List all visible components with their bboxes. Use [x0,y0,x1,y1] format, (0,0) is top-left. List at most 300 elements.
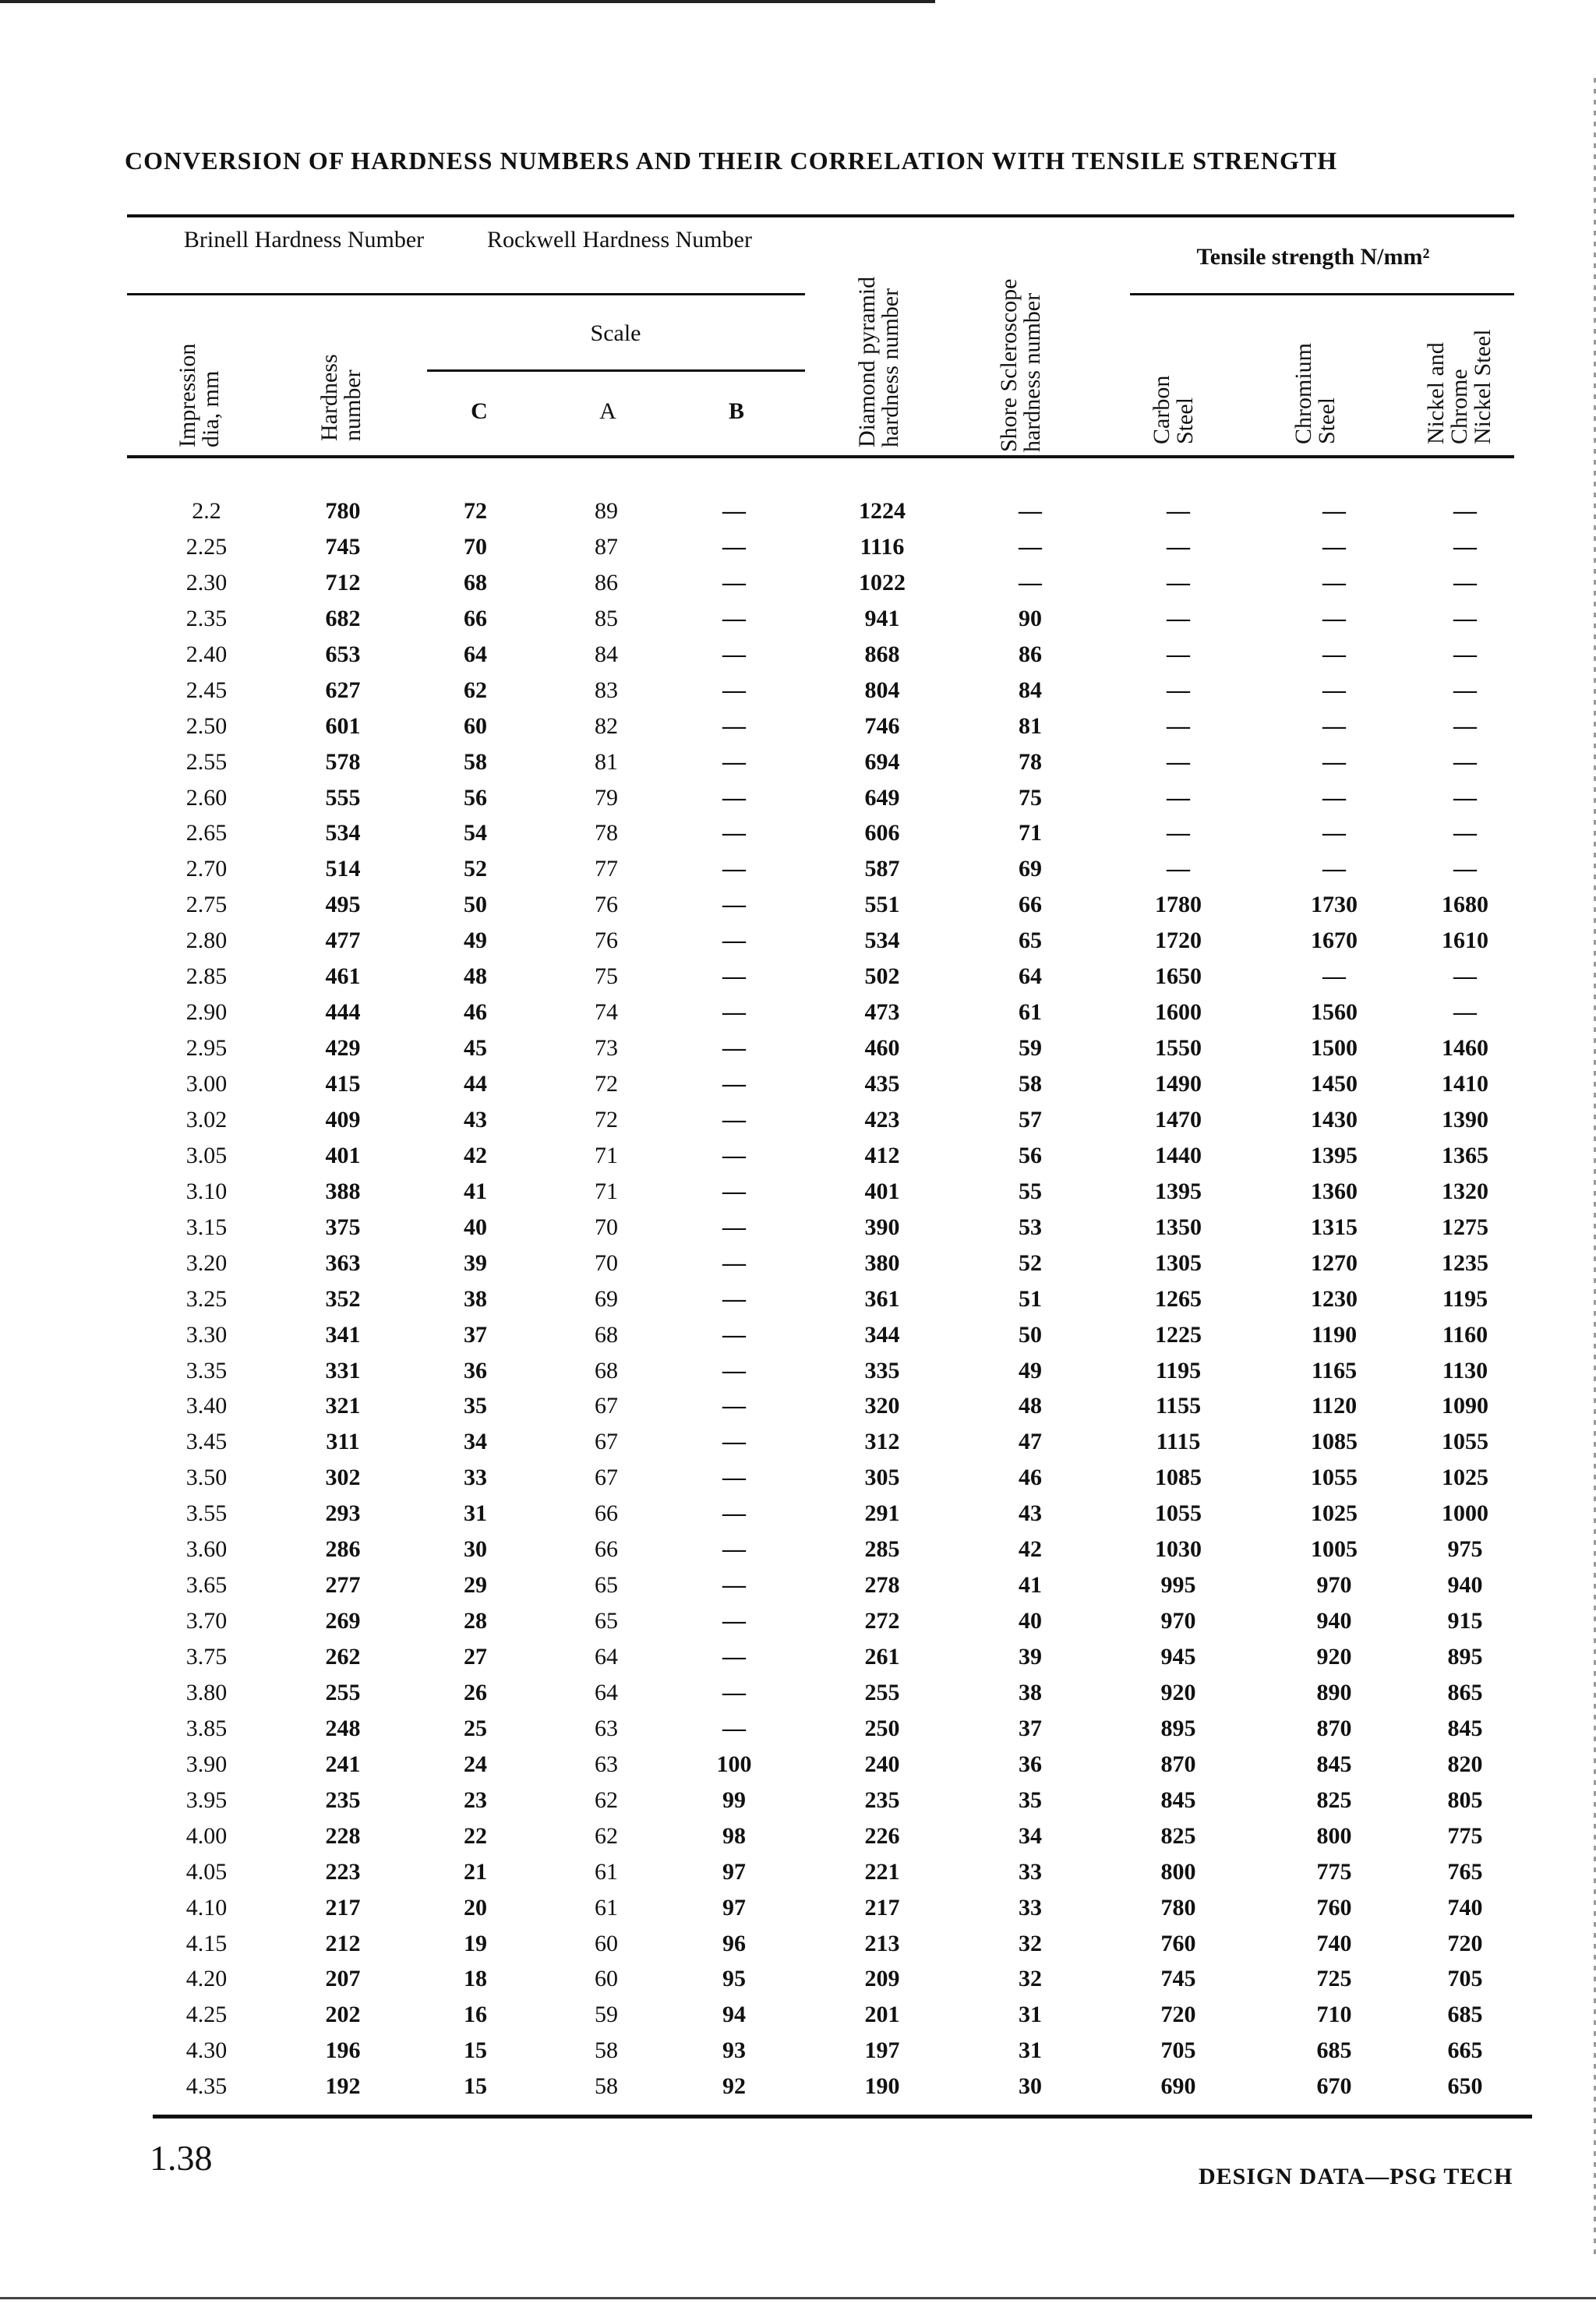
cell-impression-dia: 2.40 [185,641,228,667]
cell-rockwell-b: — [722,498,746,524]
cell-diamond-pyramid: 278 [864,1572,900,1599]
cell-diamond-pyramid: 285 [864,1536,900,1563]
brinell-header: Brinell Hardness Number [183,227,425,253]
cell-rockwell-b: — [722,928,746,954]
table-row [0,1571,1596,1607]
cell-hardness-number: 444 [325,999,361,1026]
cell-nickel-steel: 705 [1447,1966,1483,1992]
cell-shore-scleroscope: 31 [1019,2002,1042,2028]
cell-nickel-steel: 845 [1447,1715,1483,1741]
cell-chromium-steel: — [1322,784,1346,811]
cell-carbon-steel: 920 [1160,1679,1196,1705]
cell-rockwell-c: 58 [464,748,487,775]
cell-diamond-pyramid: 868 [864,641,900,667]
table-row [0,963,1596,998]
cell-impression-dia: 2.75 [185,892,228,918]
table-row [0,1786,1596,1822]
cell-hardness-number: 712 [325,569,361,595]
table-row [0,1285,1596,1321]
cell-hardness-number: 534 [325,820,361,846]
cell-nickel-steel: 865 [1447,1679,1483,1705]
cell-impression-dia: 3.40 [185,1393,228,1419]
cell-rockwell-a: 63 [595,1715,618,1741]
cell-rockwell-c: 36 [464,1357,487,1383]
cell-rockwell-c: 68 [464,569,487,595]
cell-impression-dia: 2.55 [185,748,228,775]
table-row [0,819,1596,855]
hardness-header-line1: Hardness [316,354,342,441]
cell-carbon-steel: 945 [1160,1644,1196,1670]
table-row [0,1392,1596,1428]
cell-diamond-pyramid: 361 [864,1285,900,1312]
cell-impression-dia: 3.05 [185,1142,228,1168]
cell-shore-scleroscope: 50 [1019,1321,1042,1348]
cell-diamond-pyramid: 240 [864,1751,900,1777]
cell-carbon-steel: 1055 [1155,1500,1202,1527]
cell-chromium-steel: 1395 [1311,1142,1358,1168]
table-row [0,1321,1596,1357]
cell-rockwell-c: 31 [464,1500,487,1527]
cell-rockwell-c: 23 [464,1786,487,1813]
cell-shore-scleroscope: 33 [1019,1894,1042,1921]
cell-carbon-steel: — [1167,533,1190,560]
nickel-header-line3: Nickel Steel [1470,329,1495,444]
cell-rockwell-c: 35 [464,1393,487,1419]
cell-hardness-number: 262 [325,1644,361,1670]
footer-text: DESIGN DATA—PSG TECH [1199,2164,1513,2189]
cell-diamond-pyramid: 335 [864,1357,900,1383]
cell-rockwell-c: 24 [464,1751,487,1777]
cell-carbon-steel: 1195 [1155,1357,1202,1383]
cell-hardness-number: 192 [325,2073,361,2100]
cell-chromium-steel: 1270 [1311,1249,1358,1276]
table-row [0,1858,1596,1894]
cell-rockwell-c: 40 [464,1214,487,1240]
cell-shore-scleroscope: 59 [1019,1035,1042,1062]
table-bottom-rule [153,2115,1532,2118]
cell-hardness-number: 745 [325,533,361,560]
cell-impression-dia: 3.55 [185,1500,228,1527]
table-row [0,641,1596,677]
cell-diamond-pyramid: 804 [864,677,900,703]
table-row [0,1034,1596,1070]
cell-carbon-steel: — [1167,820,1190,846]
cell-chromium-steel: 1450 [1311,1071,1358,1097]
cell-diamond-pyramid: 380 [864,1249,900,1276]
cell-rockwell-c: 30 [464,1536,487,1563]
cell-hardness-number: 207 [325,1966,361,1992]
cell-rockwell-c: 41 [464,1178,487,1204]
cell-rockwell-a: 86 [595,569,618,595]
cell-rockwell-a: 76 [595,928,618,954]
cell-hardness-number: 255 [325,1679,361,1705]
cell-carbon-steel: 870 [1160,1751,1196,1777]
tensile-underline [1130,293,1514,295]
cell-rockwell-b: — [722,533,746,560]
cell-rockwell-b: — [722,1071,746,1097]
cell-rockwell-a: 83 [595,677,618,703]
cell-rockwell-a: 67 [595,1393,618,1419]
cell-shore-scleroscope: 55 [1019,1178,1042,1204]
cell-rockwell-a: 59 [595,2002,618,2028]
cell-impression-dia: 3.50 [185,1465,228,1491]
cell-chromium-steel: 710 [1316,2002,1352,2028]
table-row [0,1214,1596,1249]
cell-hardness-number: 409 [325,1106,361,1133]
cell-shore-scleroscope: 47 [1019,1429,1042,1455]
scale-b-header: B [728,398,744,424]
cell-shore-scleroscope: 43 [1019,1500,1042,1527]
cell-diamond-pyramid: 435 [864,1071,900,1097]
cell-impression-dia: 2.45 [185,677,228,703]
cell-carbon-steel: 1490 [1155,1071,1202,1097]
cell-carbon-steel: — [1167,856,1190,882]
diamond-pyramid-header [856,277,902,447]
cell-carbon-steel: — [1167,748,1190,775]
cell-rockwell-c: 45 [464,1035,487,1062]
cell-rockwell-b: 94 [722,2002,746,2028]
cell-nickel-steel: 740 [1447,1894,1483,1921]
cell-rockwell-a: 64 [595,1644,618,1670]
cell-rockwell-b: — [722,712,746,739]
cell-rockwell-b: — [722,1429,746,1455]
cell-hardness-number: 196 [325,2037,361,2064]
cell-carbon-steel: 1600 [1155,999,1202,1026]
hardness-header-line2: number [340,369,365,441]
cell-shore-scleroscope: 56 [1019,1142,1042,1168]
cell-nickel-steel: 1025 [1442,1465,1488,1491]
cell-diamond-pyramid: 606 [864,820,900,846]
cell-rockwell-c: 62 [464,677,487,703]
cell-diamond-pyramid: 502 [864,963,900,990]
scale-header: Scale [590,320,641,346]
cell-shore-scleroscope: 35 [1019,1786,1042,1813]
cell-rockwell-c: 25 [464,1715,487,1741]
cell-rockwell-a: 71 [595,1178,618,1204]
cell-rockwell-c: 34 [464,1429,487,1455]
cell-rockwell-a: 72 [595,1106,618,1133]
cell-carbon-steel: — [1167,605,1190,631]
table-row [0,1715,1596,1751]
cell-hardness-number: 302 [325,1465,361,1491]
cell-rockwell-c: 48 [464,963,487,990]
cell-rockwell-a: 73 [595,1035,618,1062]
cell-hardness-number: 388 [325,1178,361,1204]
cell-rockwell-a: 62 [595,1822,618,1849]
cell-carbon-steel: 825 [1160,1822,1196,1849]
cell-impression-dia: 4.05 [185,1858,228,1885]
cell-nickel-steel: 665 [1447,2037,1483,2064]
cell-chromium-steel: — [1322,856,1346,882]
cell-chromium-steel: 1500 [1311,1035,1358,1062]
cell-shore-scleroscope: 64 [1019,963,1042,990]
cell-carbon-steel: 970 [1160,1608,1196,1634]
cell-carbon-steel: 1115 [1156,1429,1201,1455]
cell-rockwell-a: 71 [595,1142,618,1168]
cell-hardness-number: 286 [325,1536,361,1563]
cell-hardness-number: 228 [325,1822,361,1849]
cell-nickel-steel: 1000 [1442,1500,1488,1527]
cell-hardness-number: 401 [325,1142,361,1168]
cell-impression-dia: 4.35 [185,2073,228,2100]
cell-rockwell-a: 61 [595,1858,618,1885]
cell-nickel-steel: 975 [1447,1536,1483,1563]
cell-hardness-number: 578 [325,748,361,775]
cell-diamond-pyramid: 941 [864,605,900,631]
cell-impression-dia: 2.80 [185,928,228,954]
cell-nickel-steel: 1195 [1442,1285,1488,1312]
cell-hardness-number: 311 [326,1429,360,1455]
cell-nickel-steel: — [1453,569,1477,595]
table-row [0,855,1596,891]
cell-nickel-steel: — [1453,533,1477,560]
cell-rockwell-c: 60 [464,712,487,739]
cell-rockwell-c: 20 [464,1894,487,1921]
cell-chromium-steel: 920 [1316,1644,1352,1670]
table-row [0,1464,1596,1500]
cell-nickel-steel: 915 [1447,1608,1483,1634]
cell-chromium-steel: 1315 [1311,1214,1358,1240]
cell-shore-scleroscope: 52 [1019,1249,1042,1276]
brinell-rockwell-underline [127,293,805,295]
cell-rockwell-b: — [722,1321,746,1348]
cell-rockwell-a: 72 [595,1071,618,1097]
cell-nickel-steel: 1320 [1442,1178,1488,1204]
cell-rockwell-a: 68 [595,1357,618,1383]
chromium-header-line1: Chromium [1291,342,1316,444]
cell-nickel-steel: — [1453,712,1477,739]
cell-rockwell-c: 27 [464,1644,487,1670]
cell-diamond-pyramid: 401 [864,1178,900,1204]
table-row [0,1607,1596,1643]
cell-carbon-steel: 1440 [1155,1142,1202,1168]
cell-chromium-steel: 970 [1316,1572,1352,1599]
cell-nickel-steel: 775 [1447,1822,1483,1849]
cell-rockwell-b: — [722,1106,746,1133]
cell-chromium-steel: 1670 [1311,928,1358,954]
cell-diamond-pyramid: 226 [864,1822,900,1849]
cell-nickel-steel: 1410 [1442,1071,1488,1097]
cell-shore-scleroscope: 33 [1019,1858,1042,1885]
table-row [0,569,1596,605]
cell-hardness-number: 341 [325,1321,361,1348]
cell-chromium-steel: 940 [1316,1608,1352,1634]
cell-carbon-steel: — [1167,712,1190,739]
cell-shore-scleroscope: 53 [1019,1214,1042,1240]
cell-carbon-steel: 845 [1160,1786,1196,1813]
cell-rockwell-b: 100 [716,1751,752,1777]
cell-nickel-steel: 940 [1447,1572,1483,1599]
cell-impression-dia: 2.30 [185,569,228,595]
table-row [0,1965,1596,2001]
table-row [0,1894,1596,1930]
cell-shore-scleroscope: — [1019,569,1042,595]
cell-impression-dia: 3.65 [185,1572,228,1599]
table-row [0,533,1596,569]
cell-rockwell-a: 66 [595,1536,618,1563]
table-row [0,1535,1596,1571]
cell-shore-scleroscope: 42 [1019,1536,1042,1563]
cell-diamond-pyramid: 221 [864,1858,900,1885]
table-top-rule [127,214,1514,217]
chromium-header-line2: Steel [1314,398,1340,444]
cell-rockwell-c: 44 [464,1071,487,1097]
cell-rockwell-a: 60 [595,1966,618,1992]
cell-hardness-number: 363 [325,1249,361,1276]
cell-carbon-steel: — [1167,677,1190,703]
table-row [0,497,1596,533]
cell-impression-dia: 3.45 [185,1429,228,1455]
cell-rockwell-c: 72 [464,498,487,524]
table-row [0,1142,1596,1178]
cell-diamond-pyramid: 312 [864,1429,900,1455]
cell-rockwell-a: 66 [595,1500,618,1527]
cell-rockwell-b: 93 [722,2037,746,2064]
cell-impression-dia: 2.35 [185,605,228,631]
cell-rockwell-a: 67 [595,1465,618,1491]
cell-rockwell-a: 79 [595,784,618,811]
table-row [0,891,1596,927]
cell-impression-dia: 3.85 [185,1715,228,1741]
cell-impression-dia: 3.60 [185,1536,228,1563]
header-bottom-rule [127,455,1514,458]
cell-rockwell-a: 70 [595,1214,618,1240]
cell-carbon-steel: 780 [1160,1894,1196,1921]
cell-rockwell-a: 68 [595,1321,618,1348]
cell-shore-scleroscope: 41 [1019,1572,1042,1599]
hardness-number-header [318,354,365,441]
cell-shore-scleroscope: 40 [1019,1608,1042,1634]
cell-hardness-number: 415 [325,1071,361,1097]
cell-impression-dia: 4.15 [185,1930,228,1956]
cell-hardness-number: 477 [325,928,361,954]
cell-rockwell-b: — [722,963,746,990]
cell-diamond-pyramid: 190 [864,2073,900,2100]
cell-chromium-steel: — [1322,641,1346,667]
cell-diamond-pyramid: 255 [864,1679,900,1705]
cell-hardness-number: 331 [325,1357,361,1383]
cell-carbon-steel: — [1167,641,1190,667]
cell-shore-scleroscope: 46 [1019,1465,1042,1491]
cell-rockwell-b: 92 [722,2073,746,2100]
cell-nickel-steel: 1055 [1442,1429,1488,1455]
cell-impression-dia: 2.70 [185,856,228,882]
cell-rockwell-c: 21 [464,1858,487,1885]
cell-hardness-number: 321 [325,1393,361,1419]
cell-rockwell-b: — [722,784,746,811]
table-row [0,2037,1596,2073]
cell-nickel-steel: 1610 [1442,928,1488,954]
cell-shore-scleroscope: 90 [1019,605,1042,631]
cell-diamond-pyramid: 197 [864,2037,900,2064]
cell-shore-scleroscope: 65 [1019,928,1042,954]
cell-rockwell-a: 70 [595,1249,618,1276]
cell-nickel-steel: — [1453,999,1477,1026]
cell-shore-scleroscope: 32 [1019,1930,1042,1956]
cell-impression-dia: 2.95 [185,1035,228,1062]
impression-header-line1: Impression [175,343,200,447]
cell-carbon-steel: 1470 [1155,1106,1202,1133]
cell-impression-dia: 3.35 [185,1357,228,1383]
cell-nickel-steel: 1680 [1442,892,1488,918]
cell-rockwell-a: 78 [595,820,618,846]
table-row [0,1070,1596,1106]
cell-rockwell-c: 15 [464,2073,487,2100]
table-row [0,784,1596,820]
cell-impression-dia: 3.70 [185,1608,228,1634]
cell-rockwell-b: — [722,1357,746,1383]
cell-nickel-steel: — [1453,963,1477,990]
cell-impression-dia: 2.50 [185,712,228,739]
cell-impression-dia: 3.15 [185,1214,228,1240]
cell-nickel-steel: 1390 [1442,1106,1488,1133]
cell-rockwell-b: — [722,1178,746,1204]
cell-rockwell-c: 64 [464,641,487,667]
table-row [0,712,1596,748]
cell-impression-dia: 2.25 [185,533,228,560]
scale-c-header: C [471,398,488,424]
shore-header-line1: Shore Scleroscope [996,278,1022,452]
shore-scleroscope-header [998,279,1044,452]
cell-shore-scleroscope: 51 [1019,1285,1042,1312]
cell-nickel-steel: — [1453,498,1477,524]
cell-rockwell-c: 16 [464,2002,487,2028]
cell-rockwell-b: — [722,856,746,882]
impression-header [176,344,223,447]
cell-rockwell-a: 64 [595,1679,618,1705]
cell-diamond-pyramid: 305 [864,1465,900,1491]
cell-hardness-number: 653 [325,641,361,667]
cell-carbon-steel: 1085 [1155,1465,1202,1491]
cell-carbon-steel: 800 [1160,1858,1196,1885]
cell-rockwell-c: 18 [464,1966,487,1992]
cell-carbon-steel: 1265 [1155,1285,1202,1312]
cell-impression-dia: 4.10 [185,1894,228,1921]
cell-hardness-number: 217 [325,1894,361,1921]
cell-shore-scleroscope: 61 [1019,999,1042,1026]
cell-chromium-steel: — [1322,498,1346,524]
diamond-header-line2: hardness number [877,288,903,447]
cell-rockwell-a: 87 [595,533,618,560]
cell-diamond-pyramid: 291 [864,1500,900,1527]
cell-carbon-steel: 1720 [1155,928,1202,954]
cell-rockwell-b: — [722,1285,746,1312]
cell-nickel-steel: 895 [1447,1644,1483,1670]
cell-chromium-steel: 725 [1316,1966,1352,1992]
cell-rockwell-b: — [722,1465,746,1491]
cell-rockwell-c: 29 [464,1572,487,1599]
cell-rockwell-c: 43 [464,1106,487,1133]
cell-chromium-steel: 1230 [1311,1285,1358,1312]
cell-impression-dia: 3.25 [185,1285,228,1312]
cell-chromium-steel: 670 [1316,2073,1352,2100]
cell-nickel-steel: — [1453,641,1477,667]
cell-hardness-number: 277 [325,1572,361,1599]
cell-shore-scleroscope: 84 [1019,677,1042,703]
cell-shore-scleroscope: 49 [1019,1357,1042,1383]
table-row [0,1679,1596,1715]
cell-hardness-number: 241 [325,1751,361,1777]
cell-carbon-steel: 1305 [1155,1249,1202,1276]
cell-rockwell-a: 60 [595,1930,618,1956]
cell-chromium-steel: — [1322,677,1346,703]
cell-rockwell-b: 98 [722,1822,746,1849]
cell-hardness-number: 212 [325,1930,361,1956]
chromium-steel-header [1292,343,1339,444]
cell-chromium-steel: 1025 [1311,1500,1358,1527]
cell-chromium-steel: 1085 [1311,1429,1358,1455]
cell-shore-scleroscope: 37 [1019,1715,1042,1741]
